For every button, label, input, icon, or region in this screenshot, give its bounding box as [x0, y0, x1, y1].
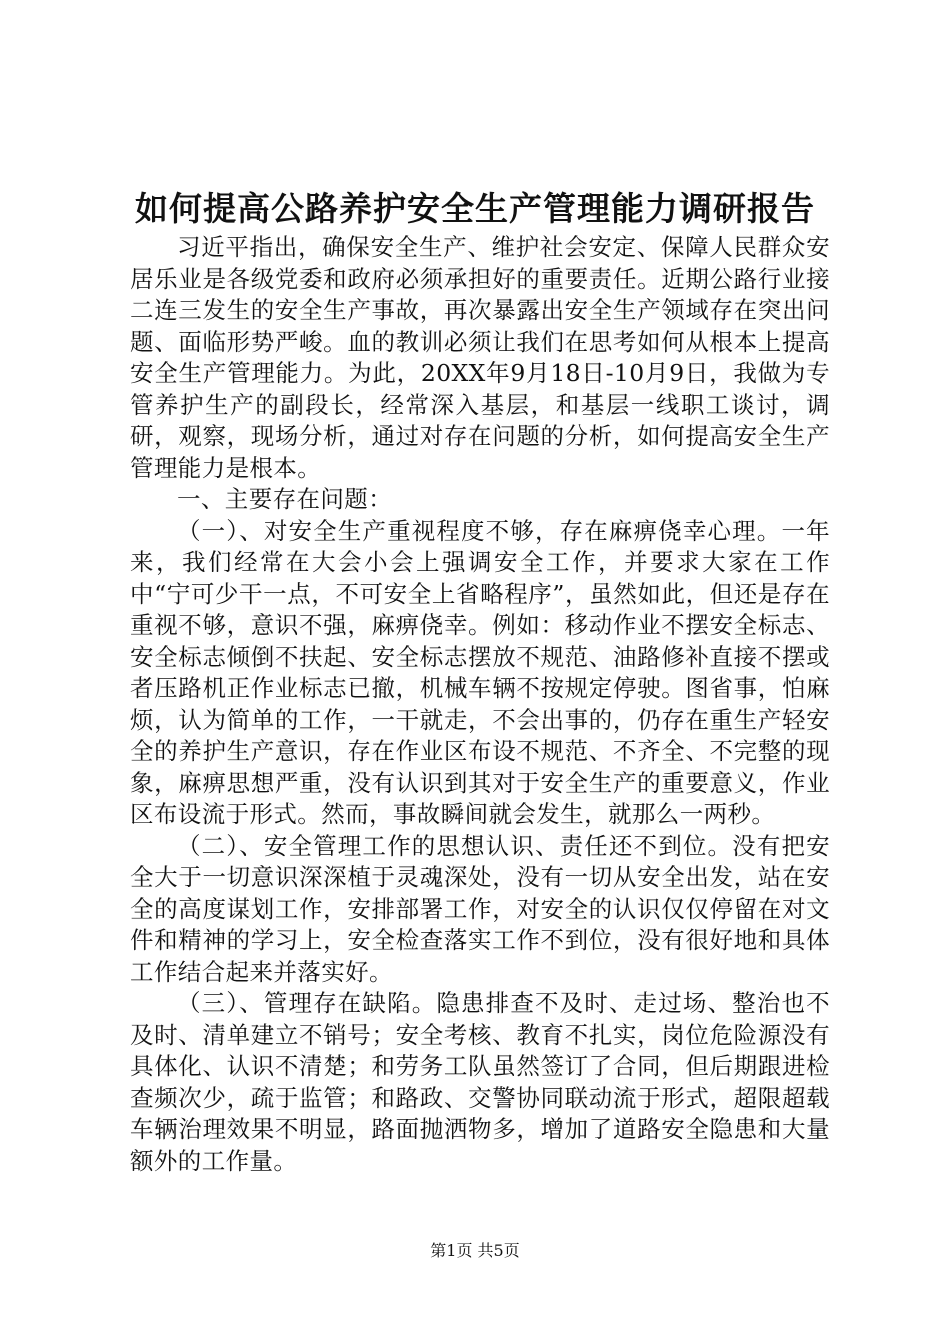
- document-body: [130, 232, 830, 1177]
- intro-paragraph: 习近平指出，确保安全生产、维护社会安定、保障人民群众安居乐业是各级党委和政府必须承担好的重要责任。近期公路行业接二连三发生的安全生产事故，再次暴露出安全生产领域存在突出问题、面临形势严峻。血的教训必须让我们在思考如何从根本上提高安全生产管理能力。为此，20XX年9月18日-10月9日，我做为专管养护生产的副段长，经常深入基层，和基层一线职工谈讨，调研，观察，现场分析，通过对存在问题的分析，如何提高安全生产管理能力是根本。: [130, 233, 830, 482]
- document-title: 如何提高公路养护安全生产管理能力调研报告: [135, 189, 815, 228]
- problem-paragraph-1: （一）、对安全生产重视程度不够，存在麻痹侥幸心理。一年来，我们经常在大会小会上强调安全工作，并要求大家在工作中“宁可少干一点，不可安全上省略程序”，虽然如此，但还是存在重视不够，意识不强，麻痹侥幸。例如：移动作业不摆安全标志、安全标志倾倒不扶起、安全标志摆放不规范、油路修补直接不摆或者压路机正作业标志已撤，机械车辆不按规定停驶。图省事，怕麻烦，认为简单的工作，一干就走，不会出事的，仍存在重生产轻安全的养护生产意识，存在作业区布设不规范、不齐全、不完整的现象，麻痹思想严重，没有认识到其对于安全生产的重要意义，作业区布设流于形式。然而，事故瞬间就会发生，就那么一两秒。: [130, 516, 830, 828]
- problem-paragraph-2: （二）、安全管理工作的思想认识、责任还不到位。没有把安全大于一切意识深深植于灵魂深处，没有一切从安全出发，站在安全的高度谋划工作，安排部署工作，对安全的认识仅仅停留在对文件和精神的学习上，安全检查落实工作不到位，没有很好地和具体工作结合起来并落实好。: [130, 831, 830, 986]
- page-footer: 第1页 共5页: [430, 1241, 520, 1260]
- problem-paragraph-3: （三）、管理存在缺陷。隐患排查不及时、走过场、整治也不及时、清单建立不销号；安全考核、教育不扎实，岗位危险源没有具体化、认识不清楚；和劳务工队虽然签订了合同，但后期跟进检查频次少，疏于监管；和路政、交警协同联动流于形式，超限超载车辆治理效果不明显，路面抛洒物多，增加了道路安全隐患和大量额外的工作量。: [130, 989, 830, 1175]
- section-heading-main-problems: 一、主要存在问题：: [177, 485, 393, 513]
